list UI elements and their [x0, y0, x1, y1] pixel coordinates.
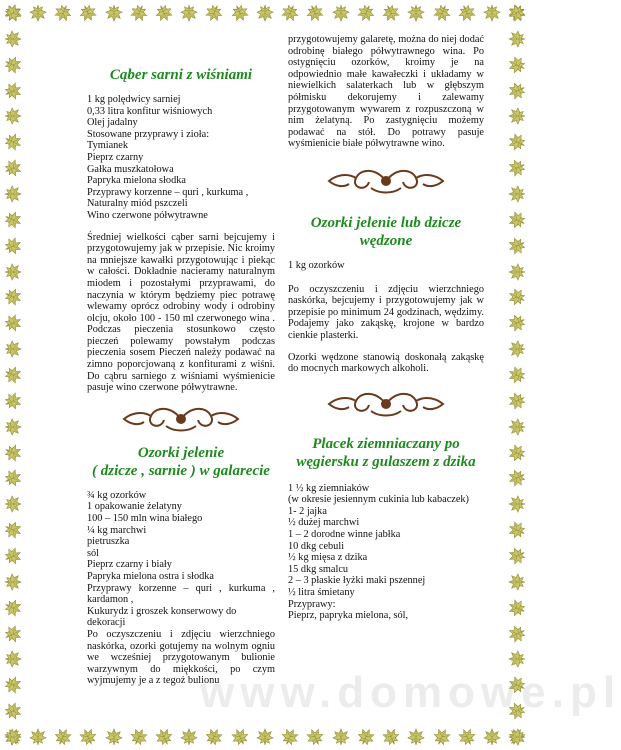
- maple-leaf-icon: [256, 728, 274, 746]
- maple-leaf-icon: [281, 728, 299, 746]
- maple-leaf-icon: [4, 392, 22, 410]
- maple-leaf-icon: [79, 4, 97, 22]
- maple-leaf-icon: [508, 340, 526, 358]
- recipe-title-placek: [288, 435, 484, 471]
- recipe-title-ozorki-galareta: [87, 444, 275, 480]
- maple-leaf-icon: [4, 650, 22, 668]
- maple-leaf-icon: [382, 4, 400, 22]
- maple-leaf-icon: [4, 728, 22, 746]
- ingredient-line: sól: [87, 547, 100, 559]
- ingredient-line: Przyprawy korzenne – quri , kurkuma ,: [87, 186, 249, 198]
- maple-leaf-icon: [4, 263, 22, 281]
- maple-leaf-icon: [508, 418, 526, 436]
- ingredient-line: ¾ kg ozorków: [87, 489, 147, 501]
- maple-leaf-icon: [54, 728, 72, 746]
- maple-leaf-icon: [306, 4, 324, 22]
- maple-leaf-icon: [105, 4, 123, 22]
- maple-leaf-icon: [4, 625, 22, 643]
- maple-leaf-icon: [281, 4, 299, 22]
- maple-leaf-icon: [483, 4, 501, 22]
- leaf-border-bottom: [0, 724, 530, 750]
- maple-leaf-icon: [155, 4, 173, 22]
- maple-leaf-icon: [4, 495, 22, 513]
- maple-leaf-icon: [508, 547, 526, 565]
- ingredient-line: 15 dkg smalcu: [288, 563, 349, 575]
- maple-leaf-icon: [4, 211, 22, 229]
- maple-leaf-icon: [231, 4, 249, 22]
- ingredient-line: 10 dkg cebuli: [288, 540, 345, 552]
- title-line: Ozorki jelenie lub dzicze: [310, 214, 462, 231]
- maple-leaf-icon: [508, 288, 526, 306]
- maple-leaf-icon: [508, 392, 526, 410]
- ingredient-line: 1 kg ozorków: [288, 259, 345, 271]
- ingredient-line: 1 ½ kg ziemniaków: [288, 482, 370, 494]
- maple-leaf-icon: [4, 314, 22, 332]
- title-line: węgiersku z gulaszem z dzika: [296, 453, 476, 470]
- maple-leaf-icon: [306, 728, 324, 746]
- maple-leaf-icon: [508, 56, 526, 74]
- maple-leaf-icon: [357, 4, 375, 22]
- ingredient-line: Gałka muszkatołowa: [87, 163, 174, 175]
- maple-leaf-icon: [4, 418, 22, 436]
- maple-leaf-icon: [508, 185, 526, 203]
- maple-leaf-icon: [4, 185, 22, 203]
- maple-leaf-icon: [4, 547, 22, 565]
- method-ozorki-galareta: Po oczyszczeniu i zdjęciu wierzchniego naskórka, ozorki gotujemy na wolnym ogniu we wcześniej przygotowanym bulionie warzywnym do miękkości, po czym wyjmujemy je a z tegoż bulionu: [87, 628, 275, 687]
- maple-leaf-icon: [4, 56, 22, 74]
- maple-leaf-icon: [458, 728, 476, 746]
- maple-leaf-icon: [407, 4, 425, 22]
- recipe-title-ozorki-wedzone: [288, 214, 484, 250]
- maple-leaf-icon: [508, 444, 526, 462]
- ornament-scroll-icon: [329, 394, 443, 416]
- ingredient-line: Przyprawy korzenne – quri , kurkuma , kardamon ,: [87, 582, 275, 606]
- maple-leaf-icon: [4, 676, 22, 694]
- maple-leaf-icon: [4, 599, 22, 617]
- maple-leaf-icon: [4, 4, 22, 22]
- maple-leaf-icon: [256, 4, 274, 22]
- ornament-scroll-icon: [124, 409, 238, 431]
- maple-leaf-icon: [4, 237, 22, 255]
- ornament-divider: [116, 404, 246, 434]
- maple-leaf-icon: [508, 599, 526, 617]
- maple-leaf-icon: [4, 702, 22, 720]
- maple-leaf-icon: [508, 521, 526, 539]
- ingredient-line: 100 – 150 mln wina białego: [87, 513, 203, 525]
- maple-leaf-icon: [4, 133, 22, 151]
- maple-leaf-icon: [4, 159, 22, 177]
- ingredient-line: Stosowane przyprawy i zioła:: [87, 128, 210, 140]
- ingredient-line: ¼ kg marchwi: [87, 524, 147, 536]
- maple-leaf-icon: [508, 237, 526, 255]
- ornament-scroll-icon: [329, 171, 443, 193]
- maple-leaf-icon: [180, 4, 198, 22]
- ingredients-caber: [87, 94, 275, 222]
- maple-leaf-icon: [508, 133, 526, 151]
- leaf-border-top: [0, 0, 530, 26]
- maple-leaf-icon: [508, 495, 526, 513]
- ingredient-line: Pieprz, papryka mielona, sól,: [288, 610, 409, 622]
- maple-leaf-icon: [508, 625, 526, 643]
- maple-leaf-icon: [130, 4, 148, 22]
- maple-leaf-icon: [508, 650, 526, 668]
- maple-leaf-icon: [433, 728, 451, 746]
- maple-leaf-icon: [105, 728, 123, 746]
- maple-leaf-icon: [4, 340, 22, 358]
- recipe-title-caber: Cąber sarni z wiśniami: [109, 67, 253, 83]
- maple-leaf-icon: [508, 366, 526, 384]
- maple-leaf-icon: [231, 728, 249, 746]
- ingredient-line: Papryka mielona słodka: [87, 175, 186, 187]
- title-line: wędzone: [359, 232, 413, 249]
- maple-leaf-icon: [4, 288, 22, 306]
- maple-leaf-icon: [508, 82, 526, 100]
- maple-leaf-icon: [4, 366, 22, 384]
- ingredient-line: Olej jadalny: [87, 117, 138, 129]
- maple-leaf-icon: [433, 4, 451, 22]
- maple-leaf-icon: [332, 728, 350, 746]
- maple-leaf-icon: [4, 82, 22, 100]
- ingredient-line: Pieprz czarny: [87, 151, 144, 163]
- ingredient-line: (w okresie jesiennym cukinia lub kabaczek): [288, 494, 469, 506]
- ingredient-line: 2 – 3 płaskie łyżki maki pszennej: [288, 575, 426, 587]
- ingredient-line: 1 – 2 dorodne winne jabłka: [288, 529, 401, 541]
- maple-leaf-icon: [508, 469, 526, 487]
- maple-leaf-icon: [79, 728, 97, 746]
- maple-leaf-icon: [332, 4, 350, 22]
- maple-leaf-icon: [407, 728, 425, 746]
- method-ozorki-galareta-continued: przygotowujemy galaretę, można do niej dodać odrobinę białego półwytrawnego wina. Po ostygnięciu ozorków, kroimy je na odpowiednio małe kawałeczki i układamy w niewielkich salaterkach lub w głębszym półmisku dekorujemy i zalewamy przygotowanym wywarem z rozpuszczoną w nim żelatyną. Po zastygnięciu możemy podawać na stół. Do potrawy pasuje wyśmienicie białe półwytrawne wino.: [288, 34, 484, 150]
- maple-leaf-icon: [508, 314, 526, 332]
- ingredient-line: Naturalny miód pszczeli: [87, 198, 188, 210]
- maple-leaf-icon: [508, 107, 526, 125]
- ingredient-line: Przyprawy:: [288, 598, 336, 610]
- maple-leaf-icon: [155, 728, 173, 746]
- maple-leaf-icon: [205, 728, 223, 746]
- ingredient-line: Kukurydz i groszek konserwowy do dekoracji: [87, 605, 237, 629]
- maple-leaf-icon: [508, 728, 526, 746]
- ingredient-line: ½ litra śmietany: [288, 587, 355, 599]
- ingredients-placek: [288, 483, 484, 622]
- maple-leaf-icon: [458, 4, 476, 22]
- maple-leaf-icon: [4, 444, 22, 462]
- ingredient-line: 1 opakowanie żelatyny: [87, 501, 182, 513]
- leaf-border-left: [0, 0, 26, 750]
- maple-leaf-icon: [4, 521, 22, 539]
- maple-leaf-icon: [4, 30, 22, 48]
- title-line: ( dzicze , sarnie ) w galarecie: [92, 462, 270, 479]
- ingredient-line: ½ dużej marchwi: [288, 517, 360, 529]
- maple-leaf-icon: [54, 4, 72, 22]
- maple-leaf-icon: [29, 4, 47, 22]
- maple-leaf-icon: [508, 159, 526, 177]
- method-ozorki-wedzone: Po oczyszczeniu i zdjęciu wierzchniego naskórka, bejcujemy i przygotowujemy jak w przepisie po minimum 24 godzinach, wędzimy. Podajemy jako zakąskę, krojone w bardzo cienkie plasterki.: [288, 283, 484, 341]
- ingredient-line: Pieprz czarny i biały: [87, 559, 172, 571]
- ingredients-ozorki-galareta: [87, 490, 275, 629]
- ornament-divider: [321, 166, 451, 196]
- maple-leaf-icon: [382, 728, 400, 746]
- leaf-border-right: [504, 0, 530, 750]
- maple-leaf-icon: [508, 573, 526, 591]
- maple-leaf-icon: [508, 263, 526, 281]
- note-ozorki-wedzone: Ozorki wędzone stanowią doskonałą zakąskę do mocnych markowych alkoholi.: [288, 351, 484, 375]
- maple-leaf-icon: [4, 469, 22, 487]
- maple-leaf-icon: [508, 4, 526, 22]
- ingredient-line: 1 kg polędwicy sarniej: [87, 94, 181, 105]
- ornament-divider: [321, 389, 451, 419]
- ingredient-line: Tymianek: [87, 140, 129, 152]
- ingredient-line: 1- 2 jajka: [288, 505, 327, 517]
- ingredient-line: ½ kg mięsa z dzika: [288, 552, 368, 564]
- ingredient-line: Wino czerwone półwytrawne: [87, 209, 208, 221]
- ingredient-line: Papryka mielona ostra i słodka: [87, 571, 214, 582]
- maple-leaf-icon: [130, 728, 148, 746]
- maple-leaf-icon: [4, 107, 22, 125]
- maple-leaf-icon: [205, 4, 223, 22]
- maple-leaf-icon: [357, 728, 375, 746]
- ingredient-line: 0,33 litra konfitur wiśniowych: [87, 105, 213, 117]
- right-column: [288, 34, 484, 622]
- maple-leaf-icon: [483, 728, 501, 746]
- maple-leaf-icon: [4, 573, 22, 591]
- title-line: Placek ziemniaczany po: [312, 435, 460, 452]
- ingredient-line: pietruszka: [87, 536, 130, 548]
- maple-leaf-icon: [29, 728, 47, 746]
- maple-leaf-icon: [508, 30, 526, 48]
- method-caber: Średniej wielkości cąber sarni bejcujemy i przygotowujemy jak w przepisie. Nic kroimy na mniejsze kawałki przygotowując i piekąc w całości. Dokładnie nacieramy naturalnym miodem i pozostałymi przyprawami, do naczynia w którym będziemy piec potrawę wlewamy oprócz odrobiny wody i odrobiny olcju, około 100 - 150 ml czerwonego wina . Podczas pieczenia stosunkowo często pieczeń polewamy powstałym podczas pieczenia sosem Pieczeń należy podawać na zimno poporcjowaną z konfiturami z wiśni. Do cąbru sarniego z wiśniami wyśmienicie pasuje wino czerwone półwytrawne.: [87, 231, 275, 394]
- left-column: [87, 66, 275, 687]
- title-line: Ozorki jelenie: [137, 444, 225, 461]
- maple-leaf-icon: [508, 211, 526, 229]
- watermark: www.domowe.pl: [200, 668, 621, 717]
- maple-leaf-icon: [180, 728, 198, 746]
